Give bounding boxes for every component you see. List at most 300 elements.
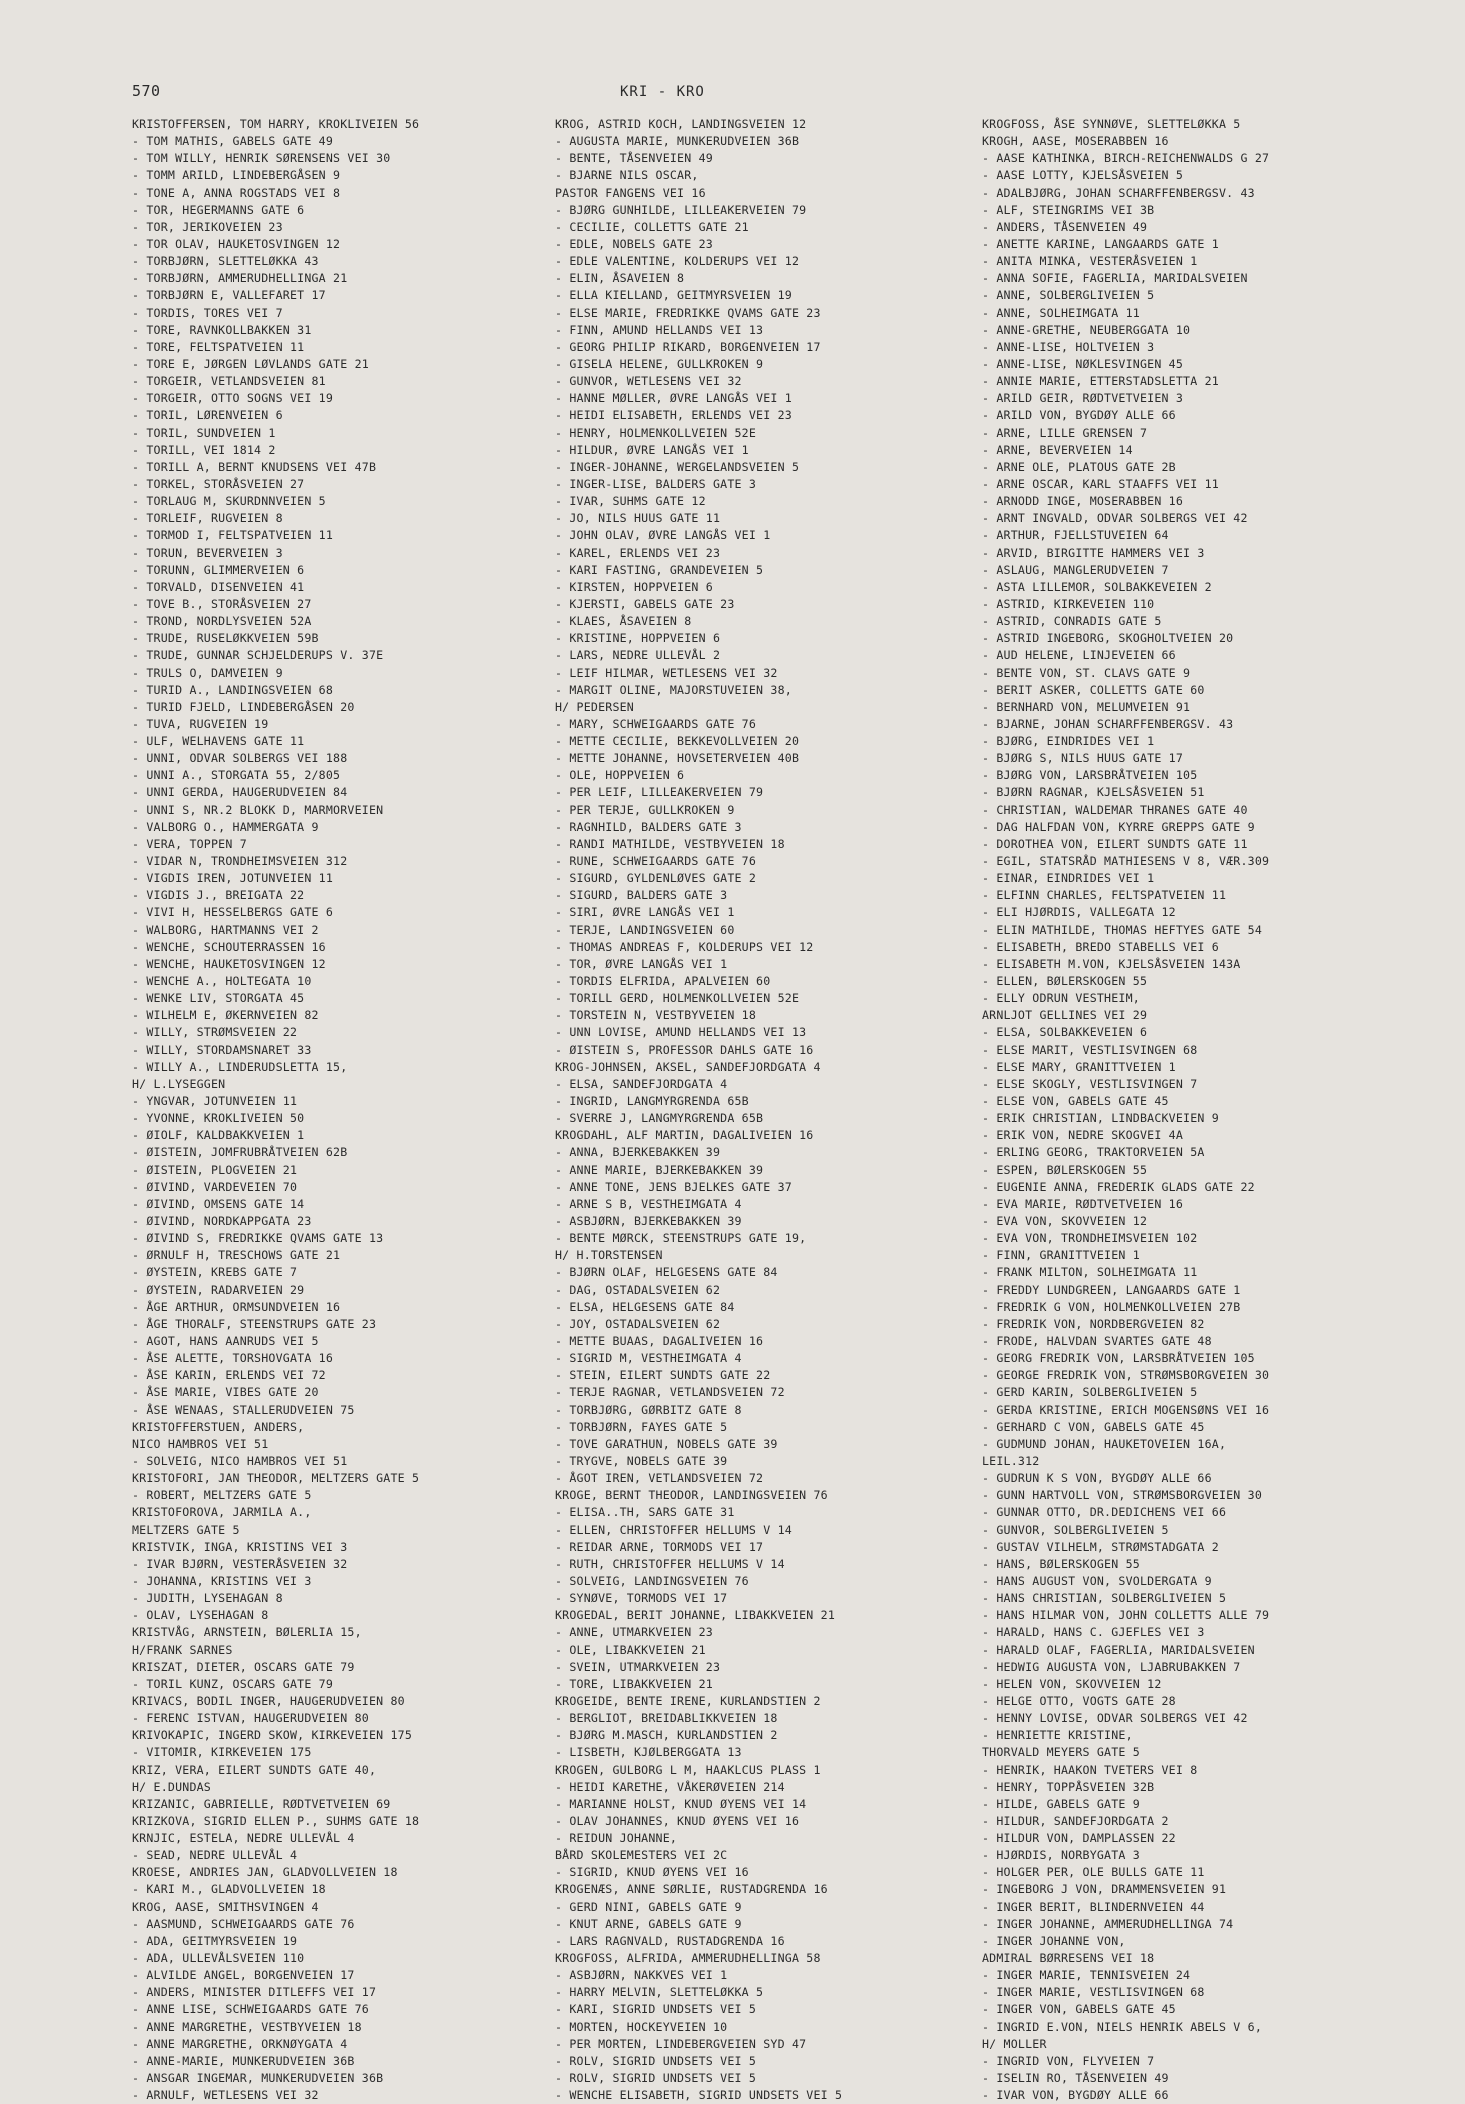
directory-entry: H/ PEDERSEN bbox=[555, 699, 634, 714]
directory-entry: - TORVALD, DISENVEIEN 41 bbox=[132, 579, 305, 594]
directory-entry: - DAG, OSTADALSVEIEN 62 bbox=[555, 1282, 721, 1297]
directory-entry: - VIDAR N, TRONDHEIMSVEIEN 312 bbox=[132, 854, 348, 869]
directory-entry: - TORSTEIN N, VESTBYVEIEN 18 bbox=[555, 1008, 757, 1023]
directory-entry: KROGEDAL, BERIT JOHANNE, LIBAKKVEIEN 21 bbox=[555, 1608, 836, 1623]
directory-entry: - ELSA, SANDEFJORDGATA 4 bbox=[555, 1076, 728, 1091]
directory-entry: - ASTA LILLEMOR, SOLBAKKEVEIEN 2 bbox=[982, 579, 1212, 594]
directory-entry: - ANNE TONE, JENS BJELKES GATE 37 bbox=[555, 1179, 792, 1194]
page-header: KRI - KRO bbox=[620, 84, 705, 100]
directory-entry: - HARRY MELVIN, SLETTELØKKA 5 bbox=[555, 1985, 764, 2000]
directory-entry: - TORIL KUNZ, OSCARS GATE 79 bbox=[132, 1676, 334, 1691]
directory-entry: - HANS AUGUST VON, SVOLDERGATA 9 bbox=[982, 1573, 1212, 1588]
directory-entry: - ELLEN, BØLERSKOGEN 55 bbox=[982, 974, 1148, 989]
directory-entry: - ARNT INGVALD, ODVAR SOLBERGS VEI 42 bbox=[982, 511, 1248, 526]
directory-entry: - FRANK MILTON, SOLHEIMGATA 11 bbox=[982, 1265, 1198, 1280]
directory-entry: - ARNE, BEVERVEIEN 14 bbox=[982, 442, 1133, 457]
directory-entry: - ADALBJØRG, JOHAN SCHARFFENBERGSV. 43 bbox=[982, 185, 1255, 200]
directory-entry: - ISELIN RO, TÅSENVEIEN 49 bbox=[982, 2071, 1169, 2086]
directory-entry: - TORUNN, GLIMMERVEIEN 6 bbox=[132, 562, 305, 577]
directory-entry: LEIL.312 bbox=[982, 1453, 1040, 1468]
directory-entry: - TORILL GERD, HOLMENKOLLVEIEN 52E bbox=[555, 991, 800, 1006]
directory-entry: - GERD NINI, GABELS GATE 9 bbox=[555, 1899, 742, 1914]
directory-entry: - HILDE, GABELS GATE 9 bbox=[982, 1796, 1140, 1811]
directory-entry: KROG, ASTRID KOCH, LANDINGSVEIEN 12 bbox=[555, 117, 807, 131]
directory-entry: - ANITA MINKA, VESTERÅSVEIEN 1 bbox=[982, 254, 1198, 269]
directory-entry: - CECILIE, COLLETTS GATE 21 bbox=[555, 219, 749, 234]
directory-entry: - GUNNAR OTTO, DR.DEDICHENS VEI 66 bbox=[982, 1505, 1227, 1520]
directory-column-1 bbox=[132, 116, 542, 2104]
directory-entry: - EGIL, STATSRÅD MATHIESENS V 8, VÆR.309 bbox=[982, 854, 1270, 869]
directory-entry: - ANNE MARGRETHE, ORKNØYGATA 4 bbox=[132, 2036, 348, 2051]
directory-entry: - KIRSTEN, HOPPVEIEN 6 bbox=[555, 579, 713, 594]
directory-entry: - ANNE-LISE, NØKLESVINGEN 45 bbox=[982, 356, 1184, 371]
directory-entry: - INGER-JOHANNE, WERGELANDSVEIEN 5 bbox=[555, 459, 800, 474]
directory-entry: KROGDAHL, ALF MARTIN, DAGALIVEIEN 16 bbox=[555, 1128, 814, 1143]
directory-column-3 bbox=[982, 116, 1422, 2104]
directory-entry: KRISTOFOROVA, JARMILA A., bbox=[132, 1505, 312, 1520]
directory-entry: - SIGURD, BALDERS GATE 3 bbox=[555, 888, 728, 903]
directory-entry: - ØIVIND S, FREDRIKKE QVAMS GATE 13 bbox=[132, 1231, 384, 1246]
directory-entry: - MARY, SCHWEIGAARDS GATE 76 bbox=[555, 716, 757, 731]
directory-entry: - VIVI H, HESSELBERGS GATE 6 bbox=[132, 905, 334, 920]
directory-entry: - ANNE-LISE, HOLTVEIEN 3 bbox=[982, 339, 1155, 354]
directory-entry: - ULF, WELHAVENS GATE 11 bbox=[132, 734, 305, 749]
directory-entry: H/FRANK SARNES bbox=[132, 1642, 233, 1657]
directory-entry: - SVERRE J, LANGMYRGRENDA 65B bbox=[555, 1111, 764, 1126]
directory-entry: - VITOMIR, KIRKEVEIEN 175 bbox=[132, 1745, 312, 1760]
directory-entry: - WENCHE ELISABETH, SIGRID UNDSETS VEI 5 bbox=[555, 2088, 843, 2103]
directory-entry: - ARNODD INGE, MOSERABBEN 16 bbox=[982, 494, 1184, 509]
directory-entry: - ANNE MARGRETHE, VESTBYVEIEN 18 bbox=[132, 2019, 362, 2034]
directory-entry: - ELIN MATHILDE, THOMAS HEFTYES GATE 54 bbox=[982, 922, 1263, 937]
directory-entry: - GEORGE FREDRIK VON, STRØMSBORGVEIEN 30 bbox=[982, 1368, 1270, 1383]
directory-entry: KROGEIDE, BENTE IRENE, KURLANDSTIEN 2 bbox=[555, 1693, 821, 1708]
directory-entry: - BERGLIOT, BREIDABLIKKVEIEN 18 bbox=[555, 1711, 778, 1726]
directory-entry: - KARI FASTING, GRANDEVEIEN 5 bbox=[555, 562, 764, 577]
directory-entry: KRIVACS, BODIL INGER, HAUGERUDVEIEN 80 bbox=[132, 1693, 405, 1708]
directory-entry: - GUNVOR, WETLESENS VEI 32 bbox=[555, 374, 742, 389]
directory-entry: - JO, NILS HUUS GATE 11 bbox=[555, 511, 721, 526]
directory-entry: KROGFOSS, ALFRIDA, AMMERUDHELLINGA 58 bbox=[555, 1951, 821, 1966]
directory-entry: - GERHARD C VON, GABELS GATE 45 bbox=[982, 1419, 1205, 1434]
directory-entry: - PER TERJE, GULLKROKEN 9 bbox=[555, 802, 735, 817]
directory-entry: - ØIOLF, KALDBAKKVEIEN 1 bbox=[132, 1128, 305, 1143]
directory-entry: - ELSA, HELGESENS GATE 84 bbox=[555, 1299, 735, 1314]
directory-entry: - HJØRDIS, NORBYGATA 3 bbox=[982, 1848, 1140, 1863]
directory-entry: - VERA, TOPPEN 7 bbox=[132, 836, 247, 851]
directory-entry: - HARALD, HANS C. GJEFLES VEI 3 bbox=[982, 1625, 1205, 1640]
directory-entry: - ØIVIND, NORDKAPPGATA 23 bbox=[132, 1214, 312, 1228]
directory-entry: KRIZANIC, GABRIELLE, RØDTVETVEIEN 69 bbox=[132, 1796, 391, 1811]
directory-entry: - ELLA KIELLAND, GEITMYRSVEIEN 19 bbox=[555, 288, 792, 303]
directory-entry: - INGER VON, GABELS GATE 45 bbox=[982, 2002, 1176, 2017]
directory-entry: KRISTVÅG, ARNSTEIN, BØLERLIA 15, bbox=[132, 1625, 362, 1640]
directory-entry: - IVAR VON, BYGDØY ALLE 66 bbox=[982, 2088, 1169, 2103]
directory-entry: - ALVILDE ANGEL, BORGENVEIEN 17 bbox=[132, 1968, 355, 1983]
directory-entry: - INGRID VON, FLYVEIEN 7 bbox=[982, 2053, 1155, 2068]
directory-entry: - TRUDE, RUSELØKKVEIEN 59B bbox=[132, 631, 319, 646]
directory-entry: - DAG HALFDAN VON, KYRRE GREPPS GATE 9 bbox=[982, 819, 1255, 834]
directory-entry: - ELISABETH, BREDO STABELLS VEI 6 bbox=[982, 939, 1219, 954]
directory-entry: - OLAV JOHANNES, KNUD ØYENS VEI 16 bbox=[555, 1813, 800, 1828]
directory-entry: - ESPEN, BØLERSKOGEN 55 bbox=[982, 1162, 1148, 1177]
directory-entry: - TOR, HEGERMANNS GATE 6 bbox=[132, 202, 305, 217]
directory-entry: - BJØRG GUNHILDE, LILLEAKERVEIEN 79 bbox=[555, 202, 807, 217]
directory-entry: - TOVE B., STORÅSVEIEN 27 bbox=[132, 596, 312, 611]
directory-entry: - KRISTINE, HOPPVEIEN 6 bbox=[555, 631, 721, 646]
directory-entry: - HILDUR VON, DAMPLASSEN 22 bbox=[982, 1831, 1176, 1846]
directory-entry: - INGER MARIE, TENNISVEIEN 24 bbox=[982, 1968, 1191, 1983]
directory-entry: - TURID A., LANDINGSVEIEN 68 bbox=[132, 682, 334, 697]
directory-entry: - IVAR, SUHMS GATE 12 bbox=[555, 494, 706, 509]
directory-entry: - WALBORG, HARTMANNS VEI 2 bbox=[132, 922, 319, 937]
directory-entry: - AGOT, HANS AANRUDS VEI 5 bbox=[132, 1333, 319, 1348]
directory-entry: - WILHELM E, ØKERNVEIEN 82 bbox=[132, 1008, 319, 1023]
directory-entry: - WILLY, STRØMSVEIEN 22 bbox=[132, 1025, 298, 1040]
directory-entry: - HELGE OTTO, VOGTS GATE 28 bbox=[982, 1693, 1176, 1708]
directory-entry: - HENRIETTE KRISTINE, bbox=[982, 1728, 1133, 1743]
directory-entry: - AUD HELENE, LINJEVEIEN 66 bbox=[982, 648, 1176, 663]
directory-entry: KROGE, BERNT THEODOR, LANDINGSVEIEN 76 bbox=[555, 1488, 828, 1503]
directory-entry: - ASBJØRN, NAKKVES VEI 1 bbox=[555, 1968, 728, 1983]
directory-entry: - YVONNE, KROKLIVEIEN 50 bbox=[132, 1111, 305, 1126]
directory-entry: - TURID FJELD, LINDEBERGÅSEN 20 bbox=[132, 699, 355, 714]
directory-entry: - ASTRID INGEBORG, SKOGHOLTVEIEN 20 bbox=[982, 631, 1234, 646]
directory-entry: - HENRY, TOPPÅSVEIEN 32B bbox=[982, 1779, 1155, 1794]
directory-entry: - TORE E, JØRGEN LØVLANDS GATE 21 bbox=[132, 356, 369, 371]
directory-entry: - ELISABETH M.VON, KJELSÅSVEIEN 143A bbox=[982, 956, 1241, 971]
directory-entry: - INGER MARIE, VESTLISVINGEN 68 bbox=[982, 1985, 1205, 2000]
directory-entry: - AASE LOTTY, KJELSÅSVEIEN 5 bbox=[982, 168, 1184, 183]
directory-entry: - TORGEIR, VETLANDSVEIEN 81 bbox=[132, 374, 326, 389]
directory-entry: - ANETTE KARINE, LANGAARDS GATE 1 bbox=[982, 236, 1219, 251]
directory-entry: H/ MOLLER bbox=[982, 2036, 1047, 2051]
directory-entry: - WENKE LIV, STORGATA 45 bbox=[132, 991, 305, 1006]
directory-entry: - TONE A, ANNA ROGSTADS VEI 8 bbox=[132, 185, 341, 200]
directory-entry: - ASBJØRN, BJERKEBAKKEN 39 bbox=[555, 1214, 742, 1228]
directory-entry: - TOM MATHIS, GABELS GATE 49 bbox=[132, 134, 334, 149]
directory-entry: - TOR OLAV, HAUKETOSVINGEN 12 bbox=[132, 236, 341, 251]
directory-entry: - TORBJØRN, FAYES GATE 5 bbox=[555, 1419, 728, 1434]
directory-entry: - TORDIS, TORES VEI 7 bbox=[132, 305, 283, 320]
directory-entry: - GERD KARIN, SOLBERGLIVEIEN 5 bbox=[982, 1385, 1198, 1400]
directory-entry: - VIGDIS J., BREIGATA 22 bbox=[132, 888, 305, 903]
directory-entry: - AASMUND, SCHWEIGAARDS GATE 76 bbox=[132, 1916, 355, 1931]
directory-entry: - LARS, NEDRE ULLEVÅL 2 bbox=[555, 648, 721, 663]
directory-entry: - SIGRID M, VESTHEIMGATA 4 bbox=[555, 1351, 742, 1366]
directory-entry: - HANS HILMAR VON, JOHN COLLETTS ALLE 79 bbox=[982, 1608, 1270, 1623]
directory-entry: - FINN, GRANITTVEIEN 1 bbox=[982, 1248, 1140, 1263]
directory-entry: - TRULS O, DAMVEIEN 9 bbox=[132, 665, 283, 680]
directory-entry: - METTE CECILIE, BEKKEVOLLVEIEN 20 bbox=[555, 734, 800, 749]
directory-entry: - GUDMUND JOHAN, HAUKETOVEIEN 16A, bbox=[982, 1436, 1227, 1451]
directory-entry: - TORILL A, BERNT KNUDSENS VEI 47B bbox=[132, 459, 377, 474]
directory-entry: - GUDRUN K S VON, BYGDØY ALLE 66 bbox=[982, 1471, 1212, 1486]
directory-entry: KRIZKOVA, SIGRID ELLEN P., SUHMS GATE 18 bbox=[132, 1813, 420, 1828]
directory-entry: KROGH, AASE, MOSERABBEN 16 bbox=[982, 134, 1169, 149]
directory-entry: - BJARNE, JOHAN SCHARFFENBERGSV. 43 bbox=[982, 716, 1234, 731]
directory-entry: - JOHN OLAV, ØVRE LANGÅS VEI 1 bbox=[555, 528, 771, 543]
page-number: 570 bbox=[132, 82, 161, 100]
directory-entry: - AUGUSTA MARIE, MUNKERUDVEIEN 36B bbox=[555, 134, 800, 149]
directory-entry: - ELSA, SOLBAKKEVEIEN 6 bbox=[982, 1025, 1148, 1040]
directory-entry: - INGER JOHANNE VON, bbox=[982, 1933, 1126, 1948]
directory-entry: - ØRNULF H, TRESCHOWS GATE 21 bbox=[132, 1248, 341, 1263]
directory-entry: - HENNY LOVISE, ODVAR SOLBERGS VEI 42 bbox=[982, 1711, 1248, 1726]
directory-entry: NICO HAMBROS VEI 51 bbox=[132, 1436, 269, 1451]
directory-entry: - ØIVIND, VARDEVEIEN 70 bbox=[132, 1179, 298, 1194]
directory-entry: - ØISTEIN, PLOGVEIEN 21 bbox=[132, 1162, 298, 1177]
directory-entry: - ELFINN CHARLES, FELTSPATVEIEN 11 bbox=[982, 888, 1227, 903]
directory-entry: - HOLGER PER, OLE BULLS GATE 11 bbox=[982, 1865, 1205, 1880]
directory-entry: - EVA VON, SKOVVEIEN 12 bbox=[982, 1214, 1148, 1228]
directory-entry: - ERLING GEORG, TRAKTORVEIEN 5A bbox=[982, 1145, 1205, 1160]
directory-entry: - CHRISTIAN, WALDEMAR THRANES GATE 40 bbox=[982, 802, 1248, 817]
directory-entry: - WENCHE A., HOLTEGATA 10 bbox=[132, 974, 312, 989]
directory-entry: - ARVID, BIRGITTE HAMMERS VEI 3 bbox=[982, 545, 1205, 560]
directory-entry: - ASLAUG, MANGLERUDVEIEN 7 bbox=[982, 562, 1169, 577]
directory-entry: - TORLAUG M, SKURDNNVEIEN 5 bbox=[132, 494, 326, 509]
directory-entry: - SEAD, NEDRE ULLEVÅL 4 bbox=[132, 1848, 298, 1863]
directory-entry: - TRYGVE, NOBELS GATE 39 bbox=[555, 1453, 728, 1468]
directory-entry: - TORE, FELTSPATVEIEN 11 bbox=[132, 339, 305, 354]
directory-entry: - ØIVIND, OMSENS GATE 14 bbox=[132, 1196, 305, 1211]
directory-entry: - GERDA KRISTINE, ERICH MOGENSØNS VEI 16 bbox=[982, 1402, 1270, 1417]
directory-entry: - ANNE LISE, SCHWEIGAARDS GATE 76 bbox=[132, 2002, 369, 2017]
directory-entry: - VALBORG O., HAMMERGATA 9 bbox=[132, 819, 319, 834]
directory-entry: - EINAR, EINDRIDES VEI 1 bbox=[982, 871, 1155, 886]
directory-entry: - HILDUR, ØVRE LANGÅS VEI 1 bbox=[555, 442, 749, 457]
directory-entry: - ARNE OLE, PLATOUS GATE 2B bbox=[982, 459, 1176, 474]
directory-entry: - ASTRID, KIRKEVEIEN 110 bbox=[982, 596, 1155, 611]
directory-entry: - ÅGOT IREN, VETLANDSVEIEN 72 bbox=[555, 1471, 764, 1486]
directory-entry: KRISTVIK, INGA, KRISTINS VEI 3 bbox=[132, 1539, 348, 1554]
directory-entry: - ØISTEIN S, PROFESSOR DAHLS GATE 16 bbox=[555, 1042, 814, 1057]
directory-entry: - BERIT ASKER, COLLETTS GATE 60 bbox=[982, 682, 1205, 697]
directory-entry: - FREDRIK G VON, HOLMENKOLLVEIEN 27B bbox=[982, 1299, 1241, 1314]
directory-entry: - ØISTEIN, JOMFRUBRÅTVEIEN 62B bbox=[132, 1145, 348, 1160]
directory-entry: - ANNIE MARIE, ETTERSTADSLETTA 21 bbox=[982, 374, 1219, 389]
directory-entry: - GUNN HARTVOLL VON, STRØMSBORGVEIEN 30 bbox=[982, 1488, 1263, 1503]
directory-entry: - WENCHE, HAUKETOSVINGEN 12 bbox=[132, 956, 326, 971]
directory-entry: - ADA, ULLEVÅLSVEIEN 110 bbox=[132, 1951, 305, 1966]
directory-entry: - GEORG PHILIP RIKARD, BORGENVEIEN 17 bbox=[555, 339, 821, 354]
directory-entry: - HANNE MØLLER, ØVRE LANGÅS VEI 1 bbox=[555, 391, 792, 406]
directory-entry: - ROLV, SIGRID UNDSETS VEI 5 bbox=[555, 2053, 757, 2068]
directory-entry: - HENRY, HOLMENKOLLVEIEN 52E bbox=[555, 425, 757, 440]
directory-entry: - TORBJØRG, GØRBITZ GATE 8 bbox=[555, 1402, 742, 1417]
directory-entry: - REIDAR ARNE, TORMODS VEI 17 bbox=[555, 1539, 764, 1554]
directory-entry: - SYNØVE, TORMODS VEI 17 bbox=[555, 1591, 728, 1606]
directory-entry: - VIGDIS IREN, JOTUNVEIEN 11 bbox=[132, 871, 334, 886]
directory-entry: - ÅSE KARIN, ERLENDS VEI 72 bbox=[132, 1368, 326, 1383]
directory-entry: - FINN, AMUND HELLANDS VEI 13 bbox=[555, 322, 764, 337]
directory-entry: - ALF, STEINGRIMS VEI 3B bbox=[982, 202, 1155, 217]
directory-entry: - UNNI S, NR.2 BLOKK D, MARMORVEIEN bbox=[132, 802, 384, 817]
directory-entry: - BENTE VON, ST. CLAVS GATE 9 bbox=[982, 665, 1191, 680]
directory-entry: - ARNE OSCAR, KARL STAAFFS VEI 11 bbox=[982, 476, 1219, 491]
directory-entry: - SVEIN, UTMARKVEIEN 23 bbox=[555, 1659, 721, 1674]
directory-entry: - UNNI GERDA, HAUGERUDVEIEN 84 bbox=[132, 785, 348, 800]
directory-entry: - BJARNE NILS OSCAR, bbox=[555, 168, 699, 183]
directory-entry: - TRUDE, GUNNAR SCHJELDERUPS V. 37E bbox=[132, 648, 384, 663]
directory-entry: - JOHANNA, KRISTINS VEI 3 bbox=[132, 1573, 312, 1588]
directory-entry: - TORE, RAVNKOLLBAKKEN 31 bbox=[132, 322, 312, 337]
directory-entry: - METTE JOHANNE, HOVSETERVEIEN 40B bbox=[555, 751, 800, 766]
directory-entry: - SIRI, ØVRE LANGÅS VEI 1 bbox=[555, 905, 735, 920]
directory-entry: - KARI M., GLADVOLLVEIEN 18 bbox=[132, 1882, 326, 1897]
directory-entry: - TROND, NORDLYSVEIEN 52A bbox=[132, 614, 312, 629]
directory-entry: - INGRID E.VON, NIELS HENRIK ABELS V 6, bbox=[982, 2019, 1263, 2034]
directory-entry: - LARS RAGNVALD, RUSTADGRENDA 16 bbox=[555, 1933, 785, 1948]
directory-entry: - ÅGE ARTHUR, ORMSUNDVEIEN 16 bbox=[132, 1299, 341, 1314]
directory-entry: - ØYSTEIN, KREBS GATE 7 bbox=[132, 1265, 298, 1280]
directory-entry: - INGER JOHANNE, AMMERUDHELLINGA 74 bbox=[982, 1916, 1234, 1931]
directory-entry: - ELSE MARIE, FREDRIKKE QVAMS GATE 23 bbox=[555, 305, 821, 320]
directory-entry: - MORTEN, HOCKEYVEIEN 10 bbox=[555, 2019, 728, 2034]
directory-entry: - UNN LOVISE, AMUND HELLANDS VEI 13 bbox=[555, 1025, 807, 1040]
directory-entry: - ELLEN, CHRISTOFFER HELLUMS V 14 bbox=[555, 1522, 792, 1537]
directory-entry: - PER LEIF, LILLEAKERVEIEN 79 bbox=[555, 785, 764, 800]
directory-entry: KRIZ, VERA, EILERT SUNDTS GATE 40, bbox=[132, 1762, 377, 1777]
directory-entry: - HEIDI KARETHE, VÅKERØVEIEN 214 bbox=[555, 1779, 785, 1794]
directory-entry: - KJERSTI, GABELS GATE 23 bbox=[555, 596, 735, 611]
directory-entry: - TORIL, SUNDVEIEN 1 bbox=[132, 425, 276, 440]
directory-entry: - ELISA..TH, SARS GATE 31 bbox=[555, 1505, 735, 1520]
directory-entry: - IVAR BJØRN, VESTERÅSVEIEN 32 bbox=[132, 1556, 348, 1571]
directory-entry: - KNUT ARNE, GABELS GATE 9 bbox=[555, 1916, 742, 1931]
directory-entry: - ADA, GEITMYRSVEIEN 19 bbox=[132, 1933, 298, 1948]
directory-entry: - ELSE MARIT, VESTLISVINGEN 68 bbox=[982, 1042, 1198, 1057]
directory-entry: H/ L.LYSEGGEN bbox=[132, 1076, 226, 1091]
directory-entry: - ELSE SKOGLY, VESTLISVINGEN 7 bbox=[982, 1076, 1198, 1091]
directory-entry: KROGEN, GULBORG L M, HAAKLCUS PLASS 1 bbox=[555, 1762, 821, 1777]
directory-entry: KROGENÆS, ANNE SØRLIE, RUSTADGRENDA 16 bbox=[555, 1882, 828, 1897]
directory-entry: - TORLEIF, RUGVEIEN 8 bbox=[132, 511, 283, 526]
directory-entry: - PER MORTEN, LINDEBERGVEIEN SYD 47 bbox=[555, 2036, 807, 2051]
directory-entry: - ÅSE WENAAS, STALLERUDVEIEN 75 bbox=[132, 1402, 355, 1417]
directory-entry: - FREDDY LUNDGREEN, LANGAARDS GATE 1 bbox=[982, 1282, 1241, 1297]
directory-entry: - TORBJØRN E, VALLEFARET 17 bbox=[132, 288, 326, 303]
directory-entry: - INGEBORG J VON, DRAMMENSVEIEN 91 bbox=[982, 1882, 1227, 1897]
directory-entry: - TUVA, RUGVEIEN 19 bbox=[132, 716, 269, 731]
directory-entry: - HENRIK, HAAKON TVETERS VEI 8 bbox=[982, 1762, 1198, 1777]
directory-entry: - TORILL, VEI 1814 2 bbox=[132, 442, 276, 457]
directory-entry: - TOMM ARILD, LINDEBERGÅSEN 9 bbox=[132, 168, 341, 183]
directory-entry: - LISBETH, KJØLBERGGATA 13 bbox=[555, 1745, 742, 1760]
directory-entry: - TOR, ØVRE LANGÅS VEI 1 bbox=[555, 956, 728, 971]
directory-entry: - TORKEL, STORÅSVEIEN 27 bbox=[132, 476, 305, 491]
directory-entry: BÅRD SKOLEMESTERS VEI 2C bbox=[555, 1848, 728, 1863]
directory-entry: - WILLY A., LINDERUDSLETTA 15, bbox=[132, 1059, 348, 1074]
directory-entry: - ANNA SOFIE, FAGERLIA, MARIDALSVEIEN bbox=[982, 271, 1248, 286]
directory-entry: - RUTH, CHRISTOFFER HELLUMS V 14 bbox=[555, 1556, 785, 1571]
directory-entry: KRISTOFORI, JAN THEODOR, MELTZERS GATE 5 bbox=[132, 1471, 420, 1486]
directory-entry: - GEORG FREDRIK VON, LARSBRÅTVEIEN 105 bbox=[982, 1351, 1255, 1366]
directory-entry: - BENTE MØRCK, STEENSTRUPS GATE 19, bbox=[555, 1231, 807, 1246]
directory-entry: - ROLV, SIGRID UNDSETS VEI 5 bbox=[555, 2071, 757, 2086]
directory-entry: - TORBJØRN, SLETTELØKKA 43 bbox=[132, 254, 319, 269]
directory-entry: - BERNHARD VON, MELUMVEIEN 91 bbox=[982, 699, 1191, 714]
directory-entry: - TERJE, LANDINGSVEIEN 60 bbox=[555, 922, 735, 937]
directory-entry: - ÅGE THORALF, STEENSTRUPS GATE 23 bbox=[132, 1316, 377, 1331]
directory-entry: - BJØRG, EINDRIDES VEI 1 bbox=[982, 734, 1155, 749]
directory-entry: - TOVE GARATHUN, NOBELS GATE 39 bbox=[555, 1436, 778, 1451]
directory-entry: - BENTE, TÅSENVEIEN 49 bbox=[555, 151, 713, 166]
directory-entry: - ANNE-GRETHE, NEUBERGGATA 10 bbox=[982, 322, 1191, 337]
directory-entry: - ANDERS, TÅSENVEIEN 49 bbox=[982, 219, 1148, 234]
directory-entry: - HEIDI ELISABETH, ERLENDS VEI 23 bbox=[555, 408, 792, 423]
directory-entry: - METTE BUAAS, DAGALIVEIEN 16 bbox=[555, 1333, 764, 1348]
directory-entry: H/ E.DUNDAS bbox=[132, 1779, 211, 1794]
directory-entry: - TOR, JERIKOVEIEN 23 bbox=[132, 219, 283, 234]
directory-entry: - ARILD VON, BYGDØY ALLE 66 bbox=[982, 408, 1176, 423]
directory-entry: - UNNI A., STORGATA 55, 2/805 bbox=[132, 768, 341, 783]
directory-entry: - ELSE VON, GABELS GATE 45 bbox=[982, 1094, 1169, 1109]
directory-entry: - TERJE RAGNAR, VETLANDSVEIEN 72 bbox=[555, 1385, 785, 1400]
directory-entry: - HELEN VON, SKOVVEIEN 12 bbox=[982, 1676, 1162, 1691]
directory-entry: - FERENC ISTVAN, HAUGERUDVEIEN 80 bbox=[132, 1711, 369, 1726]
directory-entry: - TOM WILLY, HENRIK SØRENSENS VEI 30 bbox=[132, 151, 391, 166]
directory-entry: - TORBJØRN, AMMERUDHELLINGA 21 bbox=[132, 271, 348, 286]
directory-entry: - FREDRIK VON, NORDBERGVEIEN 82 bbox=[982, 1316, 1205, 1331]
directory-entry: - SIGURD, GYLDENLØVES GATE 2 bbox=[555, 871, 757, 886]
directory-entry: - KLAES, ÅSAVEIEN 8 bbox=[555, 614, 692, 629]
directory-entry: - ELI HJØRDIS, VALLEGATA 12 bbox=[982, 905, 1176, 920]
directory-entry: - BJØRN RAGNAR, KJELSÅSVEIEN 51 bbox=[982, 785, 1205, 800]
directory-entry: - KARI, SIGRID UNDSETS VEI 5 bbox=[555, 2002, 757, 2017]
directory-entry: - ØYSTEIN, RADARVEIEN 29 bbox=[132, 1282, 305, 1297]
directory-entry: KROG-JOHNSEN, AKSEL, SANDEFJORDGATA 4 bbox=[555, 1059, 821, 1074]
directory-entry: - ANNA, BJERKEBAKKEN 39 bbox=[555, 1145, 721, 1160]
directory-entry: - INGER-LISE, BALDERS GATE 3 bbox=[555, 476, 757, 491]
directory-entry: - KAREL, ERLENDS VEI 23 bbox=[555, 545, 721, 560]
directory-entry: - RAGNHILD, BALDERS GATE 3 bbox=[555, 819, 742, 834]
directory-entry: H/ H.TORSTENSEN bbox=[555, 1248, 663, 1263]
directory-entry: - ANNE, SOLBERGLIVEIEN 5 bbox=[982, 288, 1155, 303]
directory-entry: - TORIL, LØRENVEIEN 6 bbox=[132, 408, 283, 423]
directory-entry: - EUGENIE ANNA, FREDERIK GLADS GATE 22 bbox=[982, 1179, 1255, 1194]
directory-entry: - DOROTHEA VON, EILERT SUNDTS GATE 11 bbox=[982, 836, 1248, 851]
directory-entry: KROGFOSS, ÅSE SYNNØVE, SLETTELØKKA 5 bbox=[982, 117, 1241, 131]
directory-entry: - GISELA HELENE, GULLKROKEN 9 bbox=[555, 356, 764, 371]
directory-entry: KROESE, ANDRIES JAN, GLADVOLLVEIEN 18 bbox=[132, 1865, 398, 1880]
directory-entry: - UNNI, ODVAR SOLBERGS VEI 188 bbox=[132, 751, 348, 766]
directory-entry: - HARALD OLAF, FAGERLIA, MARIDALSVEIEN bbox=[982, 1642, 1255, 1657]
directory-entry: - ANSGAR INGEMAR, MUNKERUDVEIEN 36B bbox=[132, 2071, 384, 2086]
directory-entry: KRIVOKAPIC, INGERD SKOW, KIRKEVEIEN 175 bbox=[132, 1728, 413, 1743]
directory-entry: - GUSTAV VILHELM, STRØMSTADGATA 2 bbox=[982, 1539, 1219, 1554]
directory-entry: - TORMOD I, FELTSPATVEIEN 11 bbox=[132, 528, 334, 543]
directory-entry: - SOLVEIG, LANDINGSVEIEN 76 bbox=[555, 1573, 749, 1588]
directory-entry: - ARNE, LILLE GRENSEN 7 bbox=[982, 425, 1148, 440]
directory-entry: - ERIK VON, NEDRE SKOGVEI 4A bbox=[982, 1128, 1184, 1143]
directory-entry: - ARILD GEIR, RØDTVETVEIEN 3 bbox=[982, 391, 1184, 406]
directory-entry: - JOY, OSTADALSVEIEN 62 bbox=[555, 1316, 721, 1331]
directory-entry: - ARNE S B, VESTHEIMGATA 4 bbox=[555, 1196, 742, 1211]
directory-entry: - INGER BERIT, BLINDERNVEIEN 44 bbox=[982, 1899, 1205, 1914]
directory-entry: KRISZAT, DIETER, OSCARS GATE 79 bbox=[132, 1659, 355, 1674]
directory-entry: - RUNE, SCHWEIGAARDS GATE 76 bbox=[555, 854, 757, 869]
directory-entry: - LEIF HILMAR, WETLESENS VEI 32 bbox=[555, 665, 778, 680]
directory-entry: - SOLVEIG, NICO HAMBROS VEI 51 bbox=[132, 1453, 348, 1468]
directory-entry: - STEIN, EILERT SUNDTS GATE 22 bbox=[555, 1368, 771, 1383]
directory-entry: - YNGVAR, JOTUNVEIEN 11 bbox=[132, 1094, 298, 1109]
directory-entry: - HANS CHRISTIAN, SOLBERGLIVEIEN 5 bbox=[982, 1591, 1227, 1606]
directory-entry: - FRODE, HALVDAN SVARTES GATE 48 bbox=[982, 1333, 1212, 1348]
directory-entry: - THOMAS ANDREAS F, KOLDERUPS VEI 12 bbox=[555, 939, 814, 954]
directory-entry: - MARIANNE HOLST, KNUD ØYENS VEI 14 bbox=[555, 1796, 807, 1811]
